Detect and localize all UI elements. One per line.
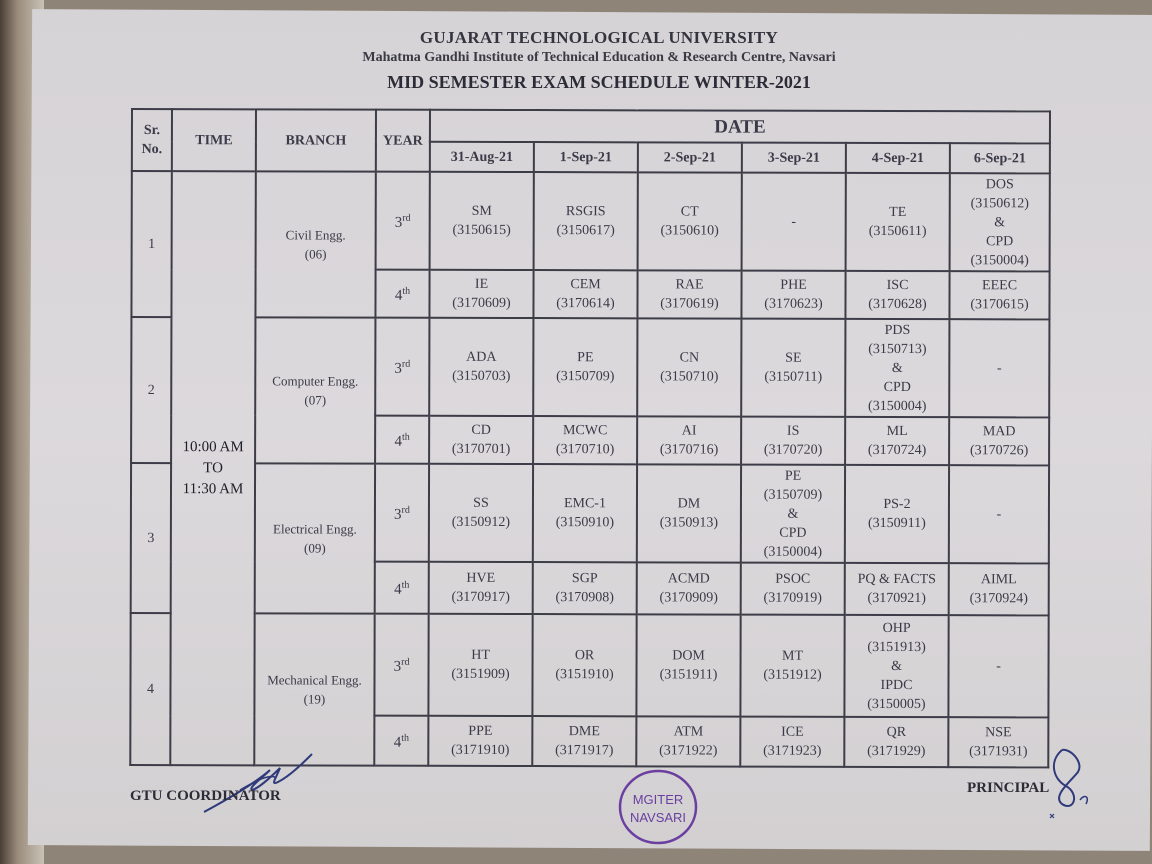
subject-cell bbox=[637, 270, 741, 318]
subject-cell bbox=[637, 416, 741, 464]
subject-line: CPD bbox=[883, 379, 911, 395]
subject-line: SS bbox=[473, 495, 489, 511]
subject-line: (3150911) bbox=[867, 515, 926, 532]
exam-schedule-table bbox=[129, 108, 1051, 768]
subject-cell bbox=[844, 615, 948, 717]
subject-line: (3150615) bbox=[452, 222, 511, 238]
subject-line: MCWC bbox=[562, 423, 608, 439]
subject-line: (3170619) bbox=[660, 296, 719, 312]
date-header-cell: 4-Sep-21 bbox=[846, 143, 950, 173]
subject-line: (3150611) bbox=[868, 223, 927, 240]
sr-no-cell: 2 bbox=[131, 317, 171, 463]
subject-line: CN bbox=[679, 350, 700, 366]
subject-cell bbox=[949, 271, 1049, 319]
subject-cell bbox=[637, 464, 741, 562]
year-number: 3 bbox=[393, 658, 402, 675]
year-suffix: th bbox=[401, 431, 410, 443]
subject-line: (3171910) bbox=[451, 742, 510, 758]
subject-cell bbox=[637, 562, 741, 614]
branch-name: Civil Engg. bbox=[285, 227, 346, 243]
subject-line: OHP bbox=[882, 620, 911, 636]
schedule-body bbox=[130, 171, 1050, 767]
subject-line: (3151910) bbox=[555, 667, 614, 683]
branch-name: Electrical Engg. bbox=[273, 521, 357, 537]
subject-line: SE bbox=[785, 350, 802, 366]
subject-cell bbox=[741, 271, 845, 319]
subject-cell bbox=[429, 318, 533, 416]
subject-line: - bbox=[791, 214, 797, 230]
subject-line: CPD bbox=[779, 525, 807, 541]
subject-line: SGP bbox=[571, 571, 598, 587]
year-cell bbox=[375, 416, 429, 464]
year-number: 3 bbox=[393, 506, 402, 523]
branch-name: Computer Engg. bbox=[272, 373, 359, 389]
subject-line: (3151913) bbox=[867, 639, 926, 655]
subject-cell bbox=[534, 172, 638, 270]
subject-cell bbox=[637, 318, 741, 416]
year-number: 3 bbox=[394, 214, 403, 231]
subject-cell bbox=[636, 716, 740, 766]
subject-line: (3171922) bbox=[659, 743, 718, 759]
subject-line: & bbox=[891, 658, 902, 674]
subject-cell bbox=[949, 465, 1049, 563]
subject-line: - bbox=[996, 506, 1002, 522]
subject-line: (3170908) bbox=[555, 590, 614, 606]
subject-line: (3150617) bbox=[556, 223, 615, 239]
university-name: GUJARAT TECHNOLOGICAL UNIVERSITY bbox=[419, 28, 779, 47]
time-header: TIME bbox=[172, 109, 256, 171]
time-line: 10:00 AM bbox=[182, 438, 244, 455]
subject-line: CD bbox=[471, 422, 491, 438]
subject-line: DM bbox=[677, 496, 701, 512]
subject-line: QR bbox=[886, 724, 907, 741]
institute-stamp bbox=[615, 764, 701, 850]
subject-line: (3171917) bbox=[555, 743, 614, 759]
subject-line: (3170628) bbox=[868, 296, 927, 313]
branch-name: Mechanical Engg. bbox=[267, 672, 362, 688]
subject-line: (3171929) bbox=[867, 743, 926, 760]
subject-line: (3150912) bbox=[451, 514, 511, 530]
year-suffix: th bbox=[401, 579, 410, 591]
subject-cell bbox=[533, 562, 637, 614]
subject-line: (3171931) bbox=[969, 744, 1028, 760]
subject-line: MT bbox=[782, 648, 804, 664]
subject-line: - bbox=[996, 658, 1001, 674]
year-suffix: rd bbox=[402, 212, 411, 224]
year-cell bbox=[374, 614, 428, 716]
year-suffix: rd bbox=[401, 504, 410, 516]
year-suffix: th bbox=[401, 732, 410, 744]
subject-cell bbox=[741, 563, 845, 615]
subject-line: (3150612) bbox=[970, 195, 1029, 211]
branch-code: (06) bbox=[304, 246, 327, 262]
subject-line: PHE bbox=[780, 277, 807, 293]
branch-cell bbox=[255, 463, 375, 613]
subject-cell bbox=[533, 270, 637, 318]
sr-no-cell: 4 bbox=[130, 613, 170, 765]
year-number: 3 bbox=[394, 360, 402, 377]
sr-no-cell: 3 bbox=[131, 463, 171, 613]
subject-cell bbox=[949, 417, 1049, 465]
subject-cell bbox=[845, 563, 949, 615]
year-number: 4 bbox=[394, 287, 403, 304]
subject-line: (3170623) bbox=[764, 296, 823, 312]
subject-cell bbox=[533, 416, 637, 464]
subject-line: (3170720) bbox=[763, 442, 823, 458]
subject-line: PPE bbox=[468, 723, 493, 739]
subject-line: RAE bbox=[675, 277, 704, 293]
subject-cell bbox=[950, 173, 1050, 271]
subject-line: ACMD bbox=[667, 571, 710, 587]
subject-line: DOS bbox=[985, 176, 1014, 192]
subject-line: (3150710) bbox=[660, 369, 719, 385]
subject-line: (3150703) bbox=[452, 368, 511, 384]
subject-line: (3150709) bbox=[763, 487, 823, 503]
subject-cell bbox=[846, 173, 950, 271]
year-cell bbox=[376, 172, 430, 270]
date-header-cell: 31-Aug-21 bbox=[430, 142, 534, 172]
subject-cell bbox=[533, 318, 637, 416]
subject-line: (3150004) bbox=[970, 252, 1029, 268]
sr-no-header: Sr. No. bbox=[132, 109, 172, 171]
branch-code: (19) bbox=[303, 691, 326, 707]
subject-line: ISC bbox=[886, 277, 909, 294]
year-number: 4 bbox=[394, 433, 403, 450]
subject-line: ATM bbox=[673, 724, 704, 740]
subject-cell bbox=[740, 717, 844, 767]
principal-label: PRINCIPAL bbox=[967, 780, 1050, 796]
subject-line: - bbox=[996, 360, 1002, 376]
table-row bbox=[131, 463, 1049, 563]
subject-cell bbox=[429, 562, 533, 614]
subject-cell bbox=[533, 464, 637, 562]
subject-line: (3150913) bbox=[659, 515, 719, 531]
subject-line: RSGIS bbox=[565, 204, 606, 220]
subject-cell bbox=[741, 465, 845, 563]
sr-no-cell: 1 bbox=[131, 171, 171, 317]
subject-line: & bbox=[787, 506, 799, 522]
subject-line: (3150910) bbox=[555, 515, 615, 531]
subject-cell bbox=[845, 319, 949, 417]
subject-line: (3150004) bbox=[868, 398, 927, 414]
branch-header: BRANCH bbox=[256, 109, 376, 171]
subject-line: EMC-1 bbox=[563, 496, 606, 512]
subject-line: (3170614) bbox=[556, 296, 615, 312]
subject-cell bbox=[532, 716, 636, 766]
branch-cell bbox=[255, 171, 375, 317]
subject-line: (3151912) bbox=[763, 667, 822, 683]
subject-line: (3151911) bbox=[659, 667, 718, 683]
table-row bbox=[132, 171, 1050, 271]
subject-cell bbox=[428, 716, 532, 766]
subject-cell bbox=[428, 614, 532, 716]
subject-line: (3170909) bbox=[659, 590, 718, 606]
branch-code: (07) bbox=[304, 392, 327, 408]
subject-cell bbox=[429, 270, 533, 318]
schedule-title: MID SEMESTER EXAM SCHEDULE WINTER-2021 bbox=[387, 72, 811, 92]
subject-line: (3150709) bbox=[556, 369, 615, 385]
subject-cell bbox=[742, 173, 846, 271]
year-cell bbox=[375, 562, 429, 614]
subject-cell bbox=[741, 319, 845, 417]
stamp-line1: MGITER bbox=[632, 792, 684, 807]
subject-line: CEM bbox=[570, 277, 601, 293]
subject-line: (3170726) bbox=[969, 443, 1029, 459]
subject-cell bbox=[638, 172, 742, 270]
subject-cell bbox=[636, 614, 740, 716]
subject-line: (3170701) bbox=[451, 441, 511, 457]
subject-line: MAD bbox=[982, 424, 1016, 440]
subject-line: DME bbox=[568, 724, 600, 740]
subject-line: PE bbox=[577, 350, 594, 366]
subject-line: (3150004) bbox=[763, 544, 823, 560]
date-header-cell: 6-Sep-21 bbox=[950, 143, 1050, 173]
time-cell bbox=[170, 171, 256, 765]
year-suffix: th bbox=[402, 285, 411, 297]
institute-name: Mahatma Gandhi Institute of Technical Education & Research Centre, Navsari bbox=[362, 50, 836, 65]
subject-line: TE bbox=[889, 204, 907, 221]
subject-line: (3170609) bbox=[452, 295, 511, 311]
subject-line: IPDC bbox=[880, 677, 913, 693]
branch-cell bbox=[254, 613, 374, 765]
subject-line: IE bbox=[474, 276, 489, 292]
date-header: DATE bbox=[430, 110, 1050, 144]
subject-line: (3150711) bbox=[764, 369, 823, 385]
subject-cell bbox=[949, 319, 1049, 417]
subject-line: (3170710) bbox=[555, 442, 615, 458]
time-line: TO bbox=[203, 459, 223, 476]
branch-code: (09) bbox=[303, 540, 326, 556]
coordinator-signature bbox=[200, 748, 320, 823]
subject-line: (3150713) bbox=[868, 341, 927, 357]
subject-line: CPD bbox=[986, 233, 1014, 249]
subject-line: (3170724) bbox=[867, 442, 927, 459]
subject-cell bbox=[949, 563, 1049, 615]
year-suffix: rd bbox=[401, 358, 411, 370]
year-cell bbox=[375, 318, 429, 416]
subject-line: PSOC bbox=[775, 571, 811, 587]
year-cell bbox=[375, 464, 429, 562]
subject-line: ML bbox=[886, 423, 908, 440]
subject-cell bbox=[844, 717, 948, 767]
document-header bbox=[0, 28, 1152, 93]
subject-cell bbox=[948, 615, 1048, 717]
year-cell bbox=[374, 716, 428, 766]
subject-line: HVE bbox=[466, 570, 496, 586]
subject-cell bbox=[740, 615, 844, 717]
subject-line: PQ & FACTS bbox=[857, 571, 936, 588]
subject-line: (3150610) bbox=[660, 223, 719, 239]
subject-line: IS bbox=[786, 423, 800, 439]
subject-line: DOM bbox=[672, 648, 705, 664]
year-number: 4 bbox=[394, 581, 402, 598]
branch-cell bbox=[255, 317, 375, 463]
year-number: 4 bbox=[393, 734, 402, 751]
subject-line: AIML bbox=[980, 572, 1017, 588]
subject-line: SM bbox=[471, 203, 492, 219]
subject-line: PE bbox=[784, 468, 802, 484]
date-header-cell: 3-Sep-21 bbox=[742, 143, 846, 173]
table-row bbox=[131, 317, 1049, 417]
subject-line: & bbox=[994, 214, 1006, 230]
subject-line: ICE bbox=[781, 724, 804, 740]
subject-line: (3151909) bbox=[451, 666, 510, 682]
subject-cell bbox=[429, 416, 533, 464]
table-row bbox=[130, 613, 1048, 717]
subject-cell bbox=[948, 717, 1048, 767]
subject-cell bbox=[845, 271, 949, 319]
subject-cell bbox=[429, 464, 533, 562]
gtu-coordinator-label: GTU COORDINATOR bbox=[130, 788, 281, 804]
subject-cell bbox=[845, 465, 949, 563]
year-suffix: rd bbox=[401, 656, 410, 668]
date-header-cell: 2-Sep-21 bbox=[638, 142, 742, 172]
subject-cell bbox=[532, 614, 636, 716]
stamp-line2: NAVSARI bbox=[629, 810, 687, 825]
time-line: 11:30 AM bbox=[182, 480, 244, 497]
subject-line: NSE bbox=[985, 725, 1012, 741]
subject-line: (3170921) bbox=[867, 590, 926, 607]
subject-cell bbox=[741, 417, 845, 465]
date-header-cell: 1-Sep-21 bbox=[534, 142, 638, 172]
subject-line: OR bbox=[574, 648, 595, 664]
subject-line: (3150005) bbox=[867, 696, 926, 712]
subject-line: (3170919) bbox=[763, 590, 822, 606]
subject-line: (3170924) bbox=[969, 591, 1028, 607]
subject-line: HT bbox=[471, 647, 490, 663]
subject-cell bbox=[430, 172, 534, 270]
year-header: YEAR bbox=[376, 110, 430, 172]
subject-line: CT bbox=[680, 204, 699, 220]
subject-line: PDS bbox=[884, 322, 911, 338]
principal-signature bbox=[1040, 742, 1100, 837]
year-cell bbox=[375, 270, 429, 318]
subject-line: AI bbox=[681, 423, 697, 439]
subject-line: PS-2 bbox=[883, 496, 911, 513]
subject-line: (3170917) bbox=[451, 589, 510, 605]
subject-line: EEEC bbox=[982, 278, 1018, 294]
subject-line: (3171923) bbox=[763, 743, 822, 759]
subject-line: (3170615) bbox=[970, 297, 1029, 313]
subject-cell bbox=[845, 417, 949, 465]
subject-line: ADA bbox=[466, 349, 497, 365]
subject-line: (3170716) bbox=[659, 442, 719, 458]
subject-line: & bbox=[891, 360, 903, 376]
